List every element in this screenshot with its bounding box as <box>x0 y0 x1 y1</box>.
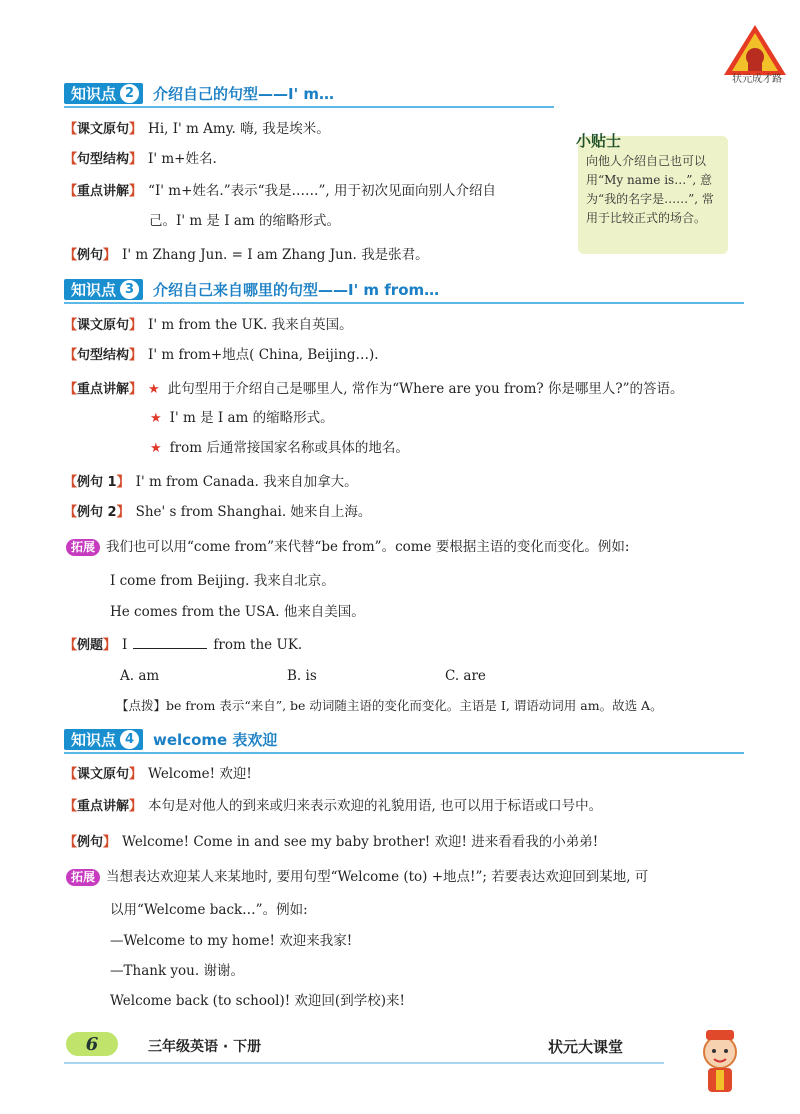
kp3-number: 3 <box>119 279 140 300</box>
footer-book-title: 三年级英语 · 下册 <box>148 1039 262 1055</box>
kp4-row-example: 【例句】 Welcome! Come in and see my baby brother! 欢迎! 进来看看我的小弟弟! <box>64 834 599 850</box>
logo-text: 状元成才路 <box>732 74 782 85</box>
kp4-header <box>64 727 277 751</box>
kp4-ext-line-1: —Welcome to my home! 欢迎来我家! <box>110 933 353 949</box>
kp2-header <box>64 81 334 105</box>
kp3-question: 【例题】 I from the UK. <box>64 637 303 653</box>
kp2-underline <box>64 106 554 108</box>
kp3-example-2: 【例句 2】 She' s from Shanghai. 她来自上海。 <box>64 504 372 520</box>
kp4-row-source: 【课文原句】 Welcome! 欢迎! <box>64 766 252 782</box>
kp3-ext-line-1: I come from Beijing. 我来自北京。 <box>110 573 335 589</box>
kp4-badge: 知识点 4 <box>64 729 143 750</box>
tip-box <box>568 128 734 258</box>
kp4-ext-line-3: Welcome back (to school)! 欢迎回(到学校)来! <box>110 993 405 1009</box>
kp2-badge: 知识点 2 <box>64 83 143 104</box>
mascot-illustration <box>680 1024 760 1104</box>
kp4-title: welcome 表欢迎 <box>153 730 278 749</box>
kp4-ext-line-2: —Thank you. 谢谢。 <box>110 963 244 979</box>
kp3-hint: 【点拨】be from 表示“来自”, be 动词随主语的变化而变化。主语是 I, 谓语动词用 am。故选 A。 <box>116 698 663 713</box>
tip-body: 向他人介绍自己也可以用“My name is…”, 意为“我的名字是……”, 常用于比较正式的场合。 <box>586 154 714 225</box>
tip-title: 小贴士 <box>576 132 622 150</box>
kp3-option-c: C. are <box>445 668 486 684</box>
kp3-point-2: ★ I' m 是 I am 的缩略形式。 <box>150 410 334 426</box>
star-icon: ★ <box>150 411 162 426</box>
kp2-row-example: 【例句】 I' m Zhang Jun. = I am Zhang Jun. 我是张君。 <box>64 247 429 263</box>
kp3-option-a: A. am <box>120 668 160 684</box>
star-icon: ★ <box>148 382 160 397</box>
kp3-ext-line-2: He comes from the USA. 他来自美国。 <box>110 604 365 620</box>
kp3-row-source: 【课文原句】 I' m from the UK. 我来自英国。 <box>64 317 353 333</box>
kp2-row-structure: 【句型结构】 I' m+姓名. <box>64 151 217 167</box>
kp3-example-1: 【例句 1】 I' m from Canada. 我来自加拿大。 <box>64 474 358 490</box>
kp2-row-explain: 【重点讲解】 “I' m+姓名.”表示“我是……”, 用于初次见面向别人介绍自 <box>64 183 496 199</box>
kp3-option-b: B. is <box>287 668 317 684</box>
kp3-header <box>64 277 439 301</box>
kp3-title: 介绍自己来自哪里的句型——I' m from… <box>153 280 440 299</box>
kp2-number: 2 <box>119 83 140 104</box>
kp2-row-explain-cont: 己。I' m 是 I am 的缩略形式。 <box>149 213 340 229</box>
kp3-point-3: ★ from 后通常接国家名称或具体的地名。 <box>150 440 409 456</box>
kp2-row-source: 【课文原句】 Hi, I' m Amy. 嗨, 我是埃米。 <box>64 121 330 137</box>
answer-blank <box>133 636 207 649</box>
kp2-title: 介绍自己的句型——I' m… <box>153 84 335 103</box>
extension-badge: 拓展 <box>66 539 100 556</box>
kp4-number: 4 <box>119 729 140 750</box>
footer-rule <box>64 1062 664 1064</box>
footer-brand: 状元大课堂 <box>548 1038 624 1056</box>
kp3-row-structure: 【句型结构】 I' m from+地点( China, Beijing…). <box>64 347 379 363</box>
kp3-extension: 拓展 我们也可以用“come from”来代替“be from”。come 要根据主语的变化而变化。例如: <box>66 538 629 556</box>
kp4-underline <box>64 752 744 754</box>
kp4-extension: 拓展 当想表达欢迎某人来某地时, 要用句型“Welcome (to) +地点!”; 若要表达欢迎回到某地, 可 <box>66 868 648 886</box>
kp4-ext-cont: 以用“Welcome back…”。例如: <box>110 902 308 918</box>
star-icon: ★ <box>150 441 162 456</box>
kp3-underline <box>64 302 744 304</box>
kp3-row-explain: 【重点讲解】 ★ 此句型用于介绍自己是哪里人, 常作为“Where are you from? 你是哪里人?”的答语。 <box>64 381 684 397</box>
extension-badge: 拓展 <box>66 869 100 886</box>
page-number: 6 <box>66 1032 118 1056</box>
kp4-row-explain: 【重点讲解】 本句是对他人的到来或归来表示欢迎的礼貌用语, 也可以用于标语或口号中。 <box>64 798 603 814</box>
kp3-badge: 知识点 3 <box>64 279 143 300</box>
